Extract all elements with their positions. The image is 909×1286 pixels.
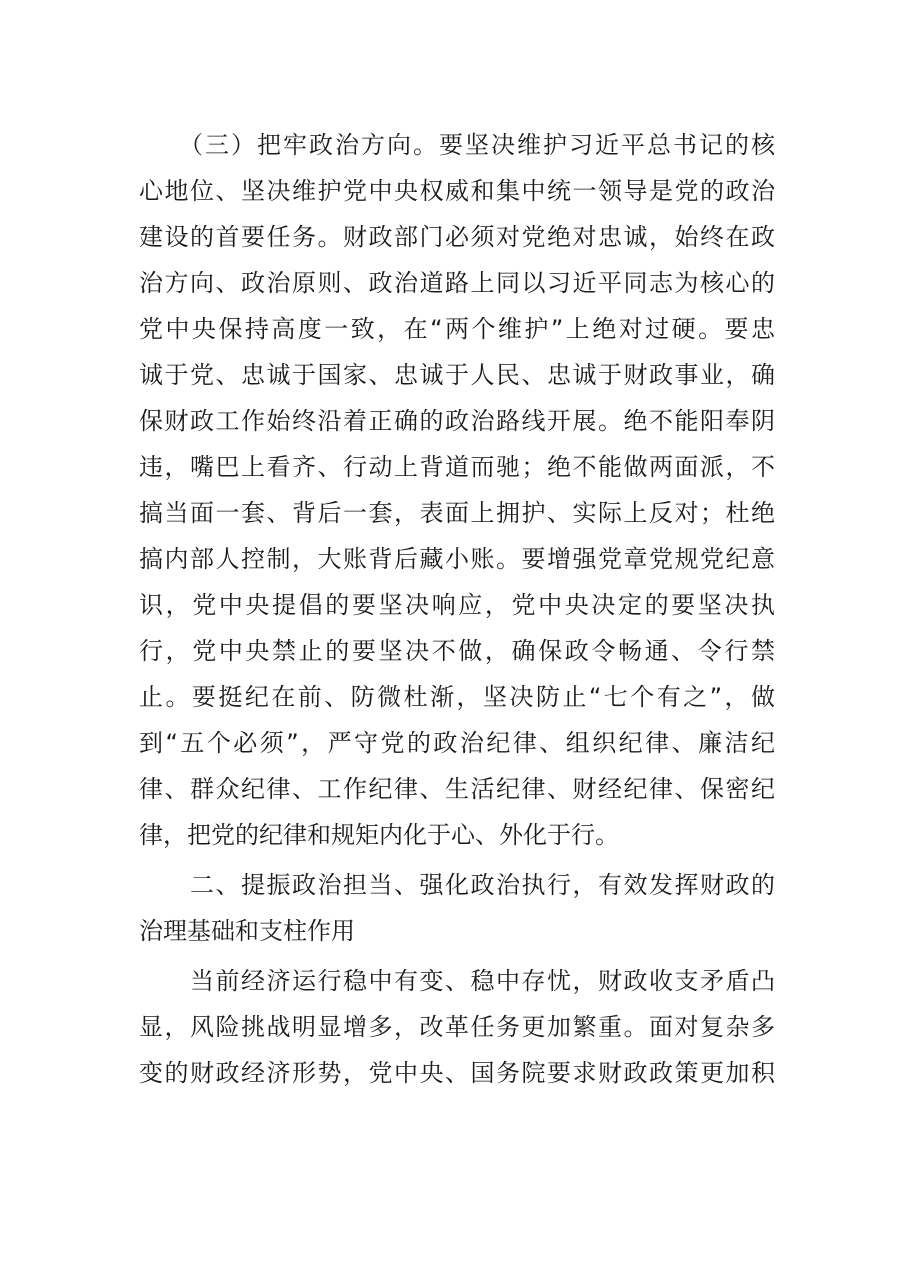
text-line: 治方向、政治原则、政治道路上同以习近平同志为核心的	[139, 269, 775, 297]
text-line: 诚于党、忠诚于国家、忠诚于人民、忠诚于财政事业，确	[139, 361, 775, 389]
text-line: 党中央保持高度一致，在“两个维护”上绝对过硬。要忠	[139, 315, 775, 343]
document-body	[139, 122, 775, 1096]
section-heading-two	[139, 862, 775, 954]
text-line: 当前经济运行稳中有变、稳中存忧，财政收支矛盾凸	[139, 967, 775, 995]
text-line: （三）把牢政治方向。要坚决维护习近平总书记的核	[139, 131, 775, 159]
text-line: 搞当面一套、背后一套，表面上拥护、实际上反对；杜绝	[139, 499, 775, 527]
heading-line: 治理基础和支柱作用	[139, 917, 355, 945]
paragraph-economic-situation	[139, 958, 775, 1096]
paragraph-political-direction	[139, 122, 775, 858]
text-line: 止。要挺纪在前、防微杜渐，坚决防止“七个有之”，做	[139, 683, 775, 711]
text-line: 建设的首要任务。财政部门必须对党绝对忠诚，始终在政	[139, 223, 775, 251]
text-line: 心地位、坚决维护党中央权威和集中统一领导是党的政治	[139, 177, 775, 205]
text-line: 变的财政经济形势，党中央、国务院要求财政政策更加积	[139, 1059, 775, 1087]
text-line: 违，嘴巴上看齐、行动上背道而驰；绝不能做两面派，不	[139, 453, 775, 481]
text-line: 到“五个必须”，严守党的政治纪律、组织纪律、廉洁纪	[139, 729, 775, 757]
text-line: 律，把党的纪律和规矩内化于心、外化于行。	[139, 821, 619, 849]
text-line: 搞内部人控制，大账背后藏小账。要增强党章党规党纪意	[139, 545, 775, 573]
text-line: 保财政工作始终沿着正确的政治路线开展。绝不能阳奉阴	[139, 407, 775, 435]
text-line: 律、群众纪律、工作纪律、生活纪律、财经纪律、保密纪	[139, 775, 775, 803]
text-line: 识，党中央提倡的要坚决响应，党中央决定的要坚决执	[139, 591, 775, 619]
text-line: 行，党中央禁止的要坚决不做，确保政令畅通、令行禁	[139, 637, 775, 665]
text-line: 显，风险挑战明显增多，改革任务更加繁重。面对复杂多	[139, 1013, 775, 1041]
heading-line: 二、提振政治担当、强化政治执行，有效发挥财政的	[139, 871, 775, 899]
